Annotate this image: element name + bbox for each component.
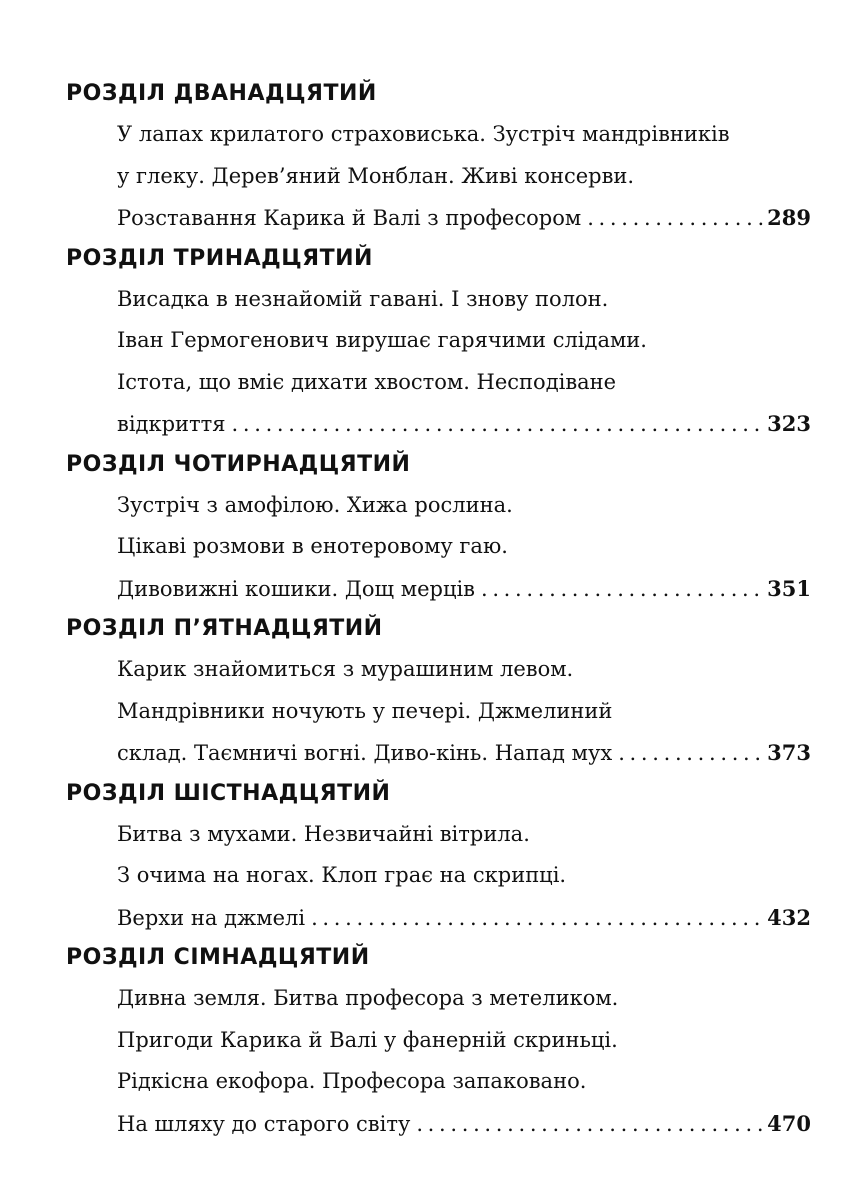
chapter-16 [66, 774, 811, 939]
entry-last-line [117, 403, 811, 445]
entry-line: Істота, що вміє дихати хвостом. Несподіване [117, 369, 617, 394]
entry-last-line [117, 197, 811, 239]
dot-leader [305, 898, 763, 940]
entry-line-text: Розставання Карика й Валі з професором [117, 206, 582, 230]
entry-last-line [117, 1103, 811, 1145]
dot-leader [612, 733, 763, 775]
entry-line: Карик знайомиться з мурашиним левом. [117, 657, 574, 681]
entry-line-text: відкриття [117, 412, 226, 436]
entry-line: З очима на ногах. Клоп грає на скрипці. [117, 863, 567, 887]
dot-leader [410, 1104, 763, 1146]
entry-line-text: Дивовижні кошики. Дощ мерців [117, 576, 475, 601]
entry-line: Цікаві розмови в енотеровому гаю. [117, 534, 508, 558]
entry-line-text: Верхи на джмелі [117, 905, 306, 930]
entry-line: Висадка в незнайомій гавані. І знову полон. [117, 286, 609, 311]
chapter-13 [66, 239, 811, 445]
page-number: 323 [767, 411, 811, 436]
chapter-title: РОЗДІЛ СІМНАДЦЯТИЙ [66, 945, 370, 970]
page-number: 289 [767, 205, 811, 230]
entry-line: Іван Гермогенович вирушає гарячими слідами. [117, 328, 647, 352]
entry-line: Мандрівники ночують у печері. Джмелиний [117, 698, 613, 723]
page-number: 470 [767, 1110, 811, 1136]
entry-line-text: На шляху до старого світу [117, 1111, 411, 1136]
entry-line: Рідкісна екофора. Професора запаковано. [117, 1069, 587, 1093]
chapter-title: РОЗДІЛ ЧОТИРНАДЦЯТИЙ [66, 451, 411, 477]
chapter-17 [66, 938, 811, 1144]
page-number: 351 [767, 575, 811, 601]
chapter-14 [66, 445, 811, 610]
entry-last-line [117, 897, 811, 939]
dot-leader [475, 569, 763, 611]
chapter-12 [66, 74, 811, 239]
entry-line: Пригоди Карика й Валі у фанерній скриньці. [117, 1027, 618, 1052]
chapter-15 [66, 609, 811, 774]
page-number: 373 [767, 740, 811, 765]
chapter-title: РОЗДІЛ ШІСТНАДЦЯТИЙ [66, 780, 391, 806]
chapter-title: РОЗДІЛ ТРИНАДЦЯТИЙ [66, 245, 373, 271]
entry-line: у глеку. Дерев’яний Монблан. Живі консерви. [117, 163, 635, 188]
table-of-contents [66, 74, 811, 1144]
entry-last-line [117, 568, 811, 610]
entry-line: Битва з мухами. Незвичайні вітрила. [117, 821, 530, 846]
page-number: 432 [767, 904, 811, 930]
entry-line: У лапах крилатого страховиська. Зустріч мандрівників [117, 122, 730, 146]
entry-line-text: склад. Таємничі вогні. Диво-кінь. Напад мух [117, 741, 613, 765]
dot-leader [581, 198, 763, 240]
chapter-title: РОЗДІЛ П’ЯТНАДЦЯТИЙ [66, 616, 383, 641]
entry-line: Дивна земля. Битва професора з метеликом. [117, 986, 619, 1010]
entry-line: Зустріч з амофілою. Хижа рослина. [117, 492, 513, 517]
chapter-title: РОЗДІЛ ДВАНАДЦЯТИЙ [66, 81, 377, 106]
entry-last-line [117, 732, 811, 774]
dot-leader [226, 404, 764, 446]
